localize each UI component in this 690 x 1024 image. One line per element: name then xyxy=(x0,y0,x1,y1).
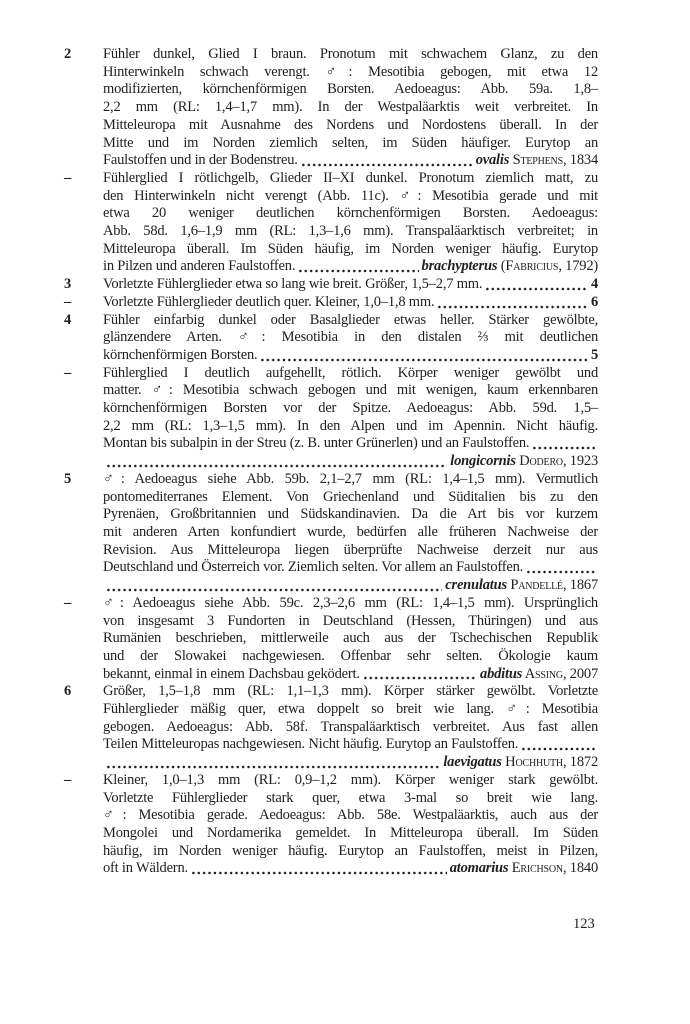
couplet-body xyxy=(103,683,598,772)
text-segment: Mitteleuropa mit Ausnahme des Nordens und Nordostens überall. In der xyxy=(103,116,598,133)
text-line xyxy=(103,64,598,82)
leader-line xyxy=(103,453,598,471)
text-segment: Fühlerglied I rötlichgelb, Glieder II–XI dunkel. Pronotum ziemlich matt, zu xyxy=(103,169,598,186)
couplet-number: 2 xyxy=(64,46,72,62)
leader-line xyxy=(103,347,598,365)
leader-line-target xyxy=(480,666,598,684)
text-segment: körnchenförmigen Borsten vor der Spitze. Aedoeagus: Abb. 59d. 1,5– xyxy=(103,400,598,417)
couplet-number: 4 xyxy=(64,311,72,328)
key-couplets xyxy=(64,46,598,878)
leader-line-target xyxy=(450,860,598,878)
leader-line-text xyxy=(103,276,482,294)
text-segment: Montan bis subalpin in der Streu (z. B. unter Grünerlen) und an Faulstoffen. xyxy=(103,435,530,452)
text-segment: Mongolei und Nordamerika gemeldet. In Mitteleuropa überall. Im Süden xyxy=(103,824,598,841)
leader-line-target xyxy=(422,258,598,276)
key-couplet xyxy=(64,471,598,595)
leader-line-target xyxy=(450,453,598,471)
couplet-ref-number: 6 xyxy=(590,293,598,310)
dotted-leader xyxy=(438,305,588,309)
text-line xyxy=(103,81,598,99)
leader-line xyxy=(103,258,598,276)
text-line xyxy=(103,772,598,790)
text-line xyxy=(103,471,598,489)
text-segment: Mitte und im Norden ziemlich selten, im Süden häufiger. Eurytop an xyxy=(103,134,598,151)
couplet-body xyxy=(103,312,598,365)
key-couplet xyxy=(64,312,598,365)
key-couplet xyxy=(64,46,598,170)
species-name: abditus xyxy=(480,665,523,682)
text-segment: , 1867 xyxy=(562,577,598,594)
text-segment: 2,2 mm (RL: 1,4–1,7 mm). In der Westpaläarktis weit verbreitet. In xyxy=(103,99,598,116)
text-line xyxy=(103,170,598,188)
text-segment: ♂: Mesotibia gerade. Aedoeagus: Abb. 58e. Westpaläarktis, auch aus der xyxy=(103,807,598,824)
leader-line-target xyxy=(591,347,598,365)
leader-line-text xyxy=(103,152,298,170)
couplet-number: 6 xyxy=(64,683,72,700)
leader-line xyxy=(103,152,598,170)
species-name: atomarius xyxy=(449,860,509,877)
text-segment: Teilen Mitteleuropas nachgewiesen. Nicht häufig. Eurytop an Faulstoffen. xyxy=(103,736,519,753)
couplet-ref-number: 5 xyxy=(590,346,598,363)
text-segment: Kleiner, 1,0–1,3 mm (RL: 0,9–1,2 mm). Körper weniger stark gewölbt. xyxy=(103,771,598,788)
text-segment: Hinterwinkeln schwach verengt. ♂: Mesotibia gebogen, mit etwa 12 xyxy=(103,63,598,80)
dotted-leader xyxy=(107,588,442,592)
dotted-leader xyxy=(364,676,477,680)
couplet-number: 3 xyxy=(64,276,72,293)
text-line xyxy=(103,241,598,259)
text-segment: Rumänien beschrieben, mittlerweile auch aus der Tschechischen Republik xyxy=(103,630,598,647)
text-segment: matter. ♂: Mesotibia schwach gebogen und mit wenigen, kaum erkennbaren xyxy=(103,382,598,399)
text-segment: körnchenförmigen Borsten. xyxy=(103,346,258,363)
leader-line xyxy=(103,577,598,595)
leader-line-text xyxy=(103,435,529,453)
couplet-body xyxy=(103,46,598,170)
couplet-body xyxy=(103,170,598,276)
dotted-leader xyxy=(533,446,595,450)
dotted-leader xyxy=(299,269,418,273)
text-segment: 2,2 mm (RL: 1,3–1,5 mm). In den Alpen und im Apennin. Nicht häufig. xyxy=(103,417,598,434)
text-line xyxy=(103,542,598,560)
text-line xyxy=(103,701,598,719)
text-line xyxy=(103,329,598,347)
leader-line xyxy=(103,666,598,684)
text-line xyxy=(103,365,598,383)
leader-line xyxy=(103,559,598,577)
leader-line xyxy=(103,860,598,878)
couplet-body xyxy=(103,772,598,878)
text-segment: oft in Wäldern. xyxy=(103,860,188,877)
text-line xyxy=(103,400,598,418)
text-segment: Vorletzte Fühlerglieder deutlich quer. Kleiner, 1,0–1,8 mm. xyxy=(103,293,435,310)
text-line xyxy=(103,790,598,808)
species-name: ovalis xyxy=(475,152,510,169)
couplet-body xyxy=(103,294,598,312)
couplet-body xyxy=(103,471,598,595)
author-citation: Stephens xyxy=(509,152,563,169)
species-name: crenulatus xyxy=(445,577,507,594)
leader-line-target xyxy=(443,754,598,772)
key-couplet xyxy=(64,294,598,312)
leader-line-text xyxy=(103,559,523,577)
couplet-body xyxy=(103,365,598,471)
dotted-leader xyxy=(261,358,587,362)
couplet-body xyxy=(103,595,598,684)
text-segment: Fühler einfarbig dunkel oder Basalglieder etwas heller. Stärker gewölbte, xyxy=(103,311,598,328)
couplet-number: – xyxy=(64,169,72,186)
text-segment: Pyrenäen, Großbritannien und Südskandinavien. Da die Art bis vor kurzem xyxy=(103,506,598,523)
dotted-leader xyxy=(192,871,447,875)
leader-line xyxy=(103,294,598,312)
text-line xyxy=(103,312,598,330)
leader-line-text xyxy=(103,860,188,878)
author-citation: Pandellé xyxy=(506,577,563,594)
species-name: longicornis xyxy=(450,453,516,470)
dotted-leader xyxy=(107,765,440,769)
text-segment: ( xyxy=(497,258,506,275)
leader-line-text xyxy=(103,258,295,276)
text-segment: Fühler dunkel, Glied I braun. Pronotum mit schwachem Glanz, zu den xyxy=(103,46,598,62)
leader-line xyxy=(103,276,598,294)
couplet-number: – xyxy=(64,293,72,310)
text-segment: Größer, 1,5–1,8 mm (RL: 1,1–1,3 mm). Körper stärker gewölbt. Vorletzte xyxy=(103,683,598,700)
text-segment: häufig, im Norden weniger häufig. Eurytop an Faulstoffen, meist in Pilzen, xyxy=(103,842,598,859)
dotted-leader xyxy=(302,163,473,167)
couplet-ref-number: 4 xyxy=(590,276,598,293)
text-segment: gebogen. Aedoeagus: Abb. 58f. Transpaläarktisch verbreitet. Aus fast allen xyxy=(103,718,598,735)
leader-line-text xyxy=(103,347,257,365)
text-segment: Abb. 58d. 1,6–1,9 mm (RL: 1,3–1,6 mm). Transpaläarktisch verbreitet; in xyxy=(103,223,598,240)
text-segment: Faulstoffen und in der Bodenstreu. xyxy=(103,152,298,169)
text-segment: von insgesamt 3 Fundorten in Deutschland (Hessen, Thüringen) und aus xyxy=(103,612,598,629)
author-citation: Hochhuth xyxy=(501,754,563,771)
text-line xyxy=(103,489,598,507)
leader-line-target xyxy=(591,276,598,294)
author-citation: Assing xyxy=(522,665,563,682)
dotted-leader xyxy=(522,747,595,751)
text-segment: Revision. Aus Mitteleuropa liegen überprüfte Nachweise derzeit nur aus xyxy=(103,541,598,558)
text-segment: Vorletzte Fühlerglieder stark quer, etwa 3-mal so breit wie lang. xyxy=(103,789,598,806)
text-line xyxy=(103,825,598,843)
text-segment: in Pilzen und anderen Faulstoffen. xyxy=(103,258,296,275)
dotted-leader xyxy=(107,464,447,468)
text-line xyxy=(103,135,598,153)
text-line xyxy=(103,613,598,631)
text-segment: , 1872 xyxy=(562,754,598,771)
text-segment: und der Slowakei nachgewiesen. Offenbar sehr selten. Ökologie kaum xyxy=(103,647,598,664)
text-line xyxy=(103,630,598,648)
text-line xyxy=(103,223,598,241)
key-couplet xyxy=(64,276,598,294)
key-couplet xyxy=(64,772,598,878)
key-couplet xyxy=(64,595,598,684)
text-line xyxy=(103,719,598,737)
text-segment: ♂: Aedoeagus siehe Abb. 59c. 2,3–2,6 mm (RL: 1,4–1,5 mm). Ursprünglich xyxy=(103,594,598,611)
couplet-number: 5 xyxy=(64,470,72,487)
text-segment: bekannt, einmal in einem Dachsbau geködert. xyxy=(103,665,360,682)
text-line xyxy=(103,524,598,542)
text-segment: Deutschland und Österreich vor. Ziemlich selten. Vor allem an Faulstoffen. xyxy=(103,559,524,576)
text-segment: mit anderen Arten konfundiert wurde, bedürfen alle früheren Nachweise der xyxy=(103,523,598,540)
text-segment: Vorletzte Fühlerglieder etwa so lang wie breit. Größer, 1,5–2,7 mm. xyxy=(103,276,483,293)
species-name: brachypterus xyxy=(421,258,498,275)
text-line xyxy=(103,205,598,223)
dotted-leader xyxy=(486,287,588,291)
text-segment: Fühlerglieder mäßig quer, etwa doppelt so breit wie lang. ♂: Mesotibia xyxy=(103,701,598,718)
text-segment: , 1840 xyxy=(562,860,598,877)
text-line xyxy=(103,418,598,436)
text-segment: pontomediterranes Element. Von Griechenland und Süditalien bis zu den xyxy=(103,488,598,505)
leader-line-target xyxy=(445,577,598,595)
text-line xyxy=(103,382,598,400)
leader-line xyxy=(103,754,598,772)
text-line xyxy=(103,117,598,135)
couplet-number: – xyxy=(64,771,72,788)
text-segment: Fühlerglied I deutlich aufgehellt, rötlich. Körper weniger gewölbt und xyxy=(103,364,598,381)
text-segment: den Hinterwinkeln nicht verengt (Abb. 11c). ♂: Mesotibia gerade und mit xyxy=(103,187,598,204)
text-line xyxy=(103,648,598,666)
text-segment: etwa 20 weniger deutlichen körnchenförmigen Borsten. Aedoeagus: xyxy=(103,205,598,222)
text-line xyxy=(103,46,598,64)
couplet-body xyxy=(103,276,598,294)
text-segment: glänzendere Arten. ♂: Mesotibia in den distalen ⅔ mit deutlichen xyxy=(103,329,598,346)
text-segment: , 1834 xyxy=(562,152,598,169)
key-couplet xyxy=(64,170,598,276)
text-line xyxy=(103,807,598,825)
couplet-number: – xyxy=(64,364,72,381)
page-number: 123 xyxy=(573,916,595,932)
author-citation: Fabricius xyxy=(505,258,559,275)
leader-line-text xyxy=(103,294,434,312)
dotted-leader xyxy=(527,570,595,574)
text-segment: , 1792) xyxy=(558,258,598,275)
text-line xyxy=(103,188,598,206)
leader-line-target xyxy=(476,152,598,170)
species-name: laevigatus xyxy=(443,754,502,771)
leader-line xyxy=(103,435,598,453)
author-citation: Erichson xyxy=(508,860,563,877)
text-segment: , 2007 xyxy=(562,665,598,682)
leader-line-target xyxy=(591,294,598,312)
author-citation: Dodero xyxy=(515,453,563,470)
text-line xyxy=(103,506,598,524)
text-segment: ♂: Aedoeagus siehe Abb. 59b. 2,1–2,7 mm (RL: 1,4–1,5 mm). Vermutlich xyxy=(103,470,598,487)
text-line xyxy=(103,99,598,117)
text-line xyxy=(103,843,598,861)
text-segment: , 1923 xyxy=(562,453,598,470)
key-couplet xyxy=(64,365,598,471)
leader-line-text xyxy=(103,666,360,684)
text-line xyxy=(103,683,598,701)
leader-line-text xyxy=(103,736,518,754)
key-couplet xyxy=(64,683,598,772)
text-segment: Mitteleuropa überall. Im Süden häufig, im Norden weniger häufig. Eurytop xyxy=(103,240,598,257)
leader-line xyxy=(103,736,598,754)
text-line xyxy=(103,595,598,613)
couplet-number: – xyxy=(64,594,72,611)
text-segment: modifizierten, körnchenförmigen Borsten. Aedoeagus: Abb. 59a. 1,8– xyxy=(103,81,598,98)
